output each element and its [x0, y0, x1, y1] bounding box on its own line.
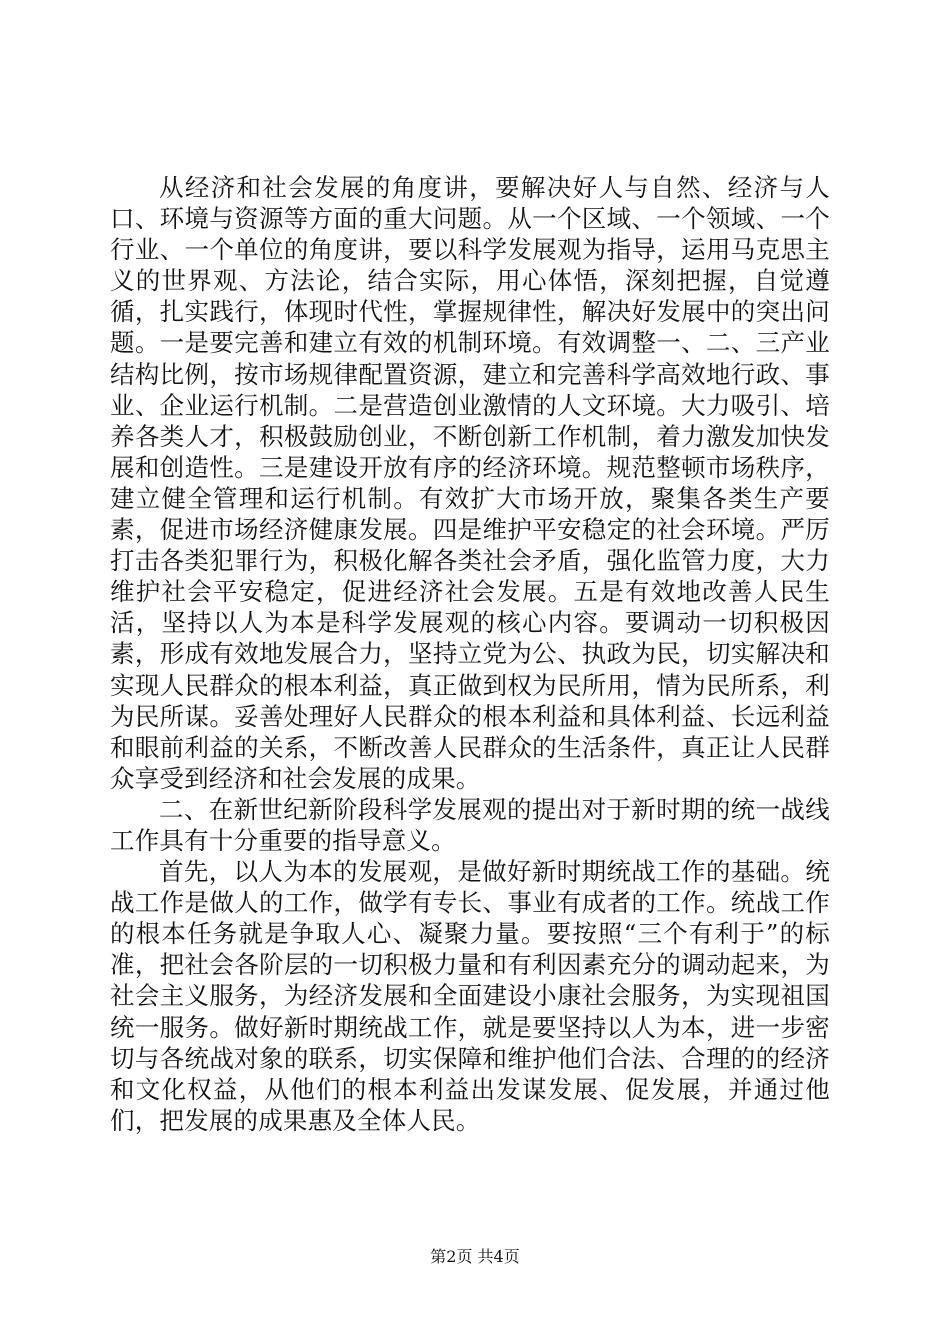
paragraph-development-environment: 从经济和社会发展的角度讲，要解决好人与自然、经济与人口、环境与资源等方面的重大问题。从一个区域、一个领域、一个行业、一个单位的角度讲，要以科学发展观为指导，运用马克思主义的世界观、方法论，结合实际，用心体悟，深刻把握，自觉遵循，扎实践行，体现时代性，掌握规律性，解决好发展中的突出问题。一是要完善和建立有效的机制环境。有效调整一、二、三产业结构比例，按市场规律配置资源，建立和完善科学高效地行政、事业、企业运行机制。二是营造创业激情的人文环境。大力吸引、培养各类人才，积极鼓励创业，不断创新工作机制，着力激发加快发展和创造性。三是建设开放有序的经济环境。规范整顿市场秩序，建立健全管理和运行机制。有效扩大市场开放，聚集各类生产要素，促进市场经济健康发展。四是维护平安稳定的社会环境。严厉打击各类犯罪行为，积极化解各类社会矛盾，强化监管力度，大力维护社会平安稳定，促进经济社会发展。五是有效地改善人民生活，坚持以人为本是科学发展观的核心内容。要调动一切积极因素，形成有效地发展合力，坚持立党为公、执政为民，切实解决和实现人民群众的根本利益，真正做到权为民所用，情为民所系，利为民所谋。妥善处理好人民群众的根本利益和具体利益、长远利益和眼前利益的关系，不断改善人民群众的生活条件，真正让人民群众享受到经济和社会发展的成果。: [110, 173, 830, 793]
paragraph-section-two-heading: 二、在新世纪新阶段科学发展观的提出对于新时期的统一战线工作具有十分重要的指导意义。: [110, 794, 830, 855]
page-number-footer: 第2页 共4页: [430, 1247, 520, 1266]
document-body: [110, 172, 830, 1136]
paragraph-people-oriented: 首先，以人为本的发展观，是做好新时期统战工作的基础。统战工作是做人的工作，做学有专长、事业有成者的工作。统战工作的根本任务就是争取人心、凝聚力量。要按照“三个有利于”的标准，把社会各阶层的一切积极力量和有利因素充分的调动起来，为社会主义服务，为经济发展和全面建设小康社会服务，为实现祖国统一服务。做好新时期统战工作，就是要坚持以人为本，进一步密切与各统战对象的联系，切实保障和维护他们合法、合理的的经济和文化权益，从他们的根本利益出发谋发展、促发展，并通过他们，把发展的成果惠及全体人民。: [110, 857, 830, 1135]
